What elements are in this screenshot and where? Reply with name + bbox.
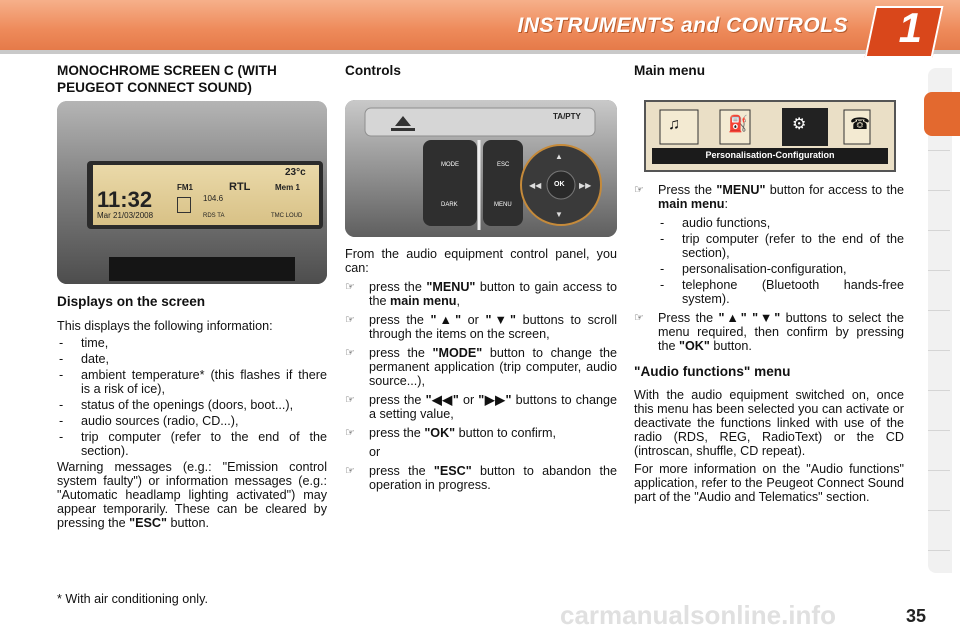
main-menu-text (634, 183, 904, 504)
bullet-text: or (467, 313, 479, 327)
bullet-text: press the (369, 280, 422, 294)
warning-text-end: button. (170, 516, 209, 530)
tab-divider (928, 470, 950, 471)
bullet-text: press the (369, 426, 421, 440)
menu-button[interactable]: MENU (494, 202, 512, 208)
audio-paragraph-1: With the audio equipment switched on, once this menu has been selected you can activate or deactivate the functions linked with use of the radio (RDS, REG, RadioText) or the CD (introscan, shuffle, CD repeat). (634, 388, 904, 458)
list-item: - trip computer (refer to the end of the section). (57, 430, 327, 458)
screen-heading: MONOCHROME SCREEN C (WITH PEUGEOT CONNECT SOUND) (57, 63, 277, 95)
screen-date: Mar 21/03/2008 (97, 211, 154, 220)
list-item: - audio functions, (658, 216, 904, 230)
key-label: "ESC" (433, 464, 472, 478)
list-item: - time, (57, 336, 327, 350)
pointing-hand-icon: ☞ (634, 184, 644, 196)
screen-band: FM1 (177, 183, 193, 192)
screen-rds: RDS TA (203, 213, 225, 219)
bullet-text: press the (369, 464, 426, 478)
tab-divider (928, 270, 950, 271)
ok-button[interactable]: OK (554, 181, 565, 188)
tab-divider (928, 230, 950, 231)
esc-button[interactable]: ESC (497, 162, 510, 168)
tab-divider (928, 550, 950, 551)
list-item (345, 280, 617, 308)
key-label: "OK" (679, 339, 710, 353)
mode-button[interactable]: MODE (441, 162, 459, 168)
controls-text (345, 247, 617, 497)
display-photo (57, 101, 327, 284)
trip-computer-icon: ⛽ (728, 116, 748, 133)
list-item (345, 464, 617, 492)
key-label: "▼" (752, 311, 781, 325)
key-label: main menu (658, 197, 725, 211)
bullet-text: Press the (658, 311, 714, 325)
pointing-hand-icon: ☞ (345, 314, 355, 326)
list-item: - personalisation-configuration, (658, 262, 904, 276)
audio-icon: ♫ (668, 116, 680, 133)
bullet-text: button to gain access to the (369, 280, 618, 308)
control-panel-photo (345, 100, 617, 237)
audio-functions-heading: "Audio functions" menu (634, 364, 791, 379)
bullet-text: button to confirm, (458, 426, 556, 440)
list-item: - trip computer (refer to the end of the section), (658, 232, 904, 260)
footnote: * With air conditioning only. (57, 592, 208, 606)
list-item (634, 183, 904, 211)
screen-frequency: 104.6 (203, 194, 224, 203)
dark-button[interactable]: DARK (441, 202, 458, 208)
or-text: or (369, 445, 381, 459)
active-chapter-tab[interactable] (924, 92, 960, 136)
pointing-hand-icon: ☞ (345, 427, 355, 439)
list-item: - audio sources (radio, CD...), (57, 414, 327, 428)
list-item: - telephone (Bluetooth hands-free system). (658, 278, 904, 306)
key-label: "OK" (424, 426, 456, 440)
bullet-text: button. (713, 339, 752, 353)
list-item (345, 346, 617, 388)
key-label: "▶▶" (478, 393, 512, 407)
audio-paragraph-2: For more information on the "Audio functions" application, refer to the Peugeot Connect Sound part of the "Audio and Telematics" section. (634, 462, 904, 504)
bullet-text: buttons to select the menu required, then confirm by pressing the (658, 311, 905, 353)
screen-temperature: 23°c (285, 167, 306, 178)
key-label: "▼" (485, 313, 517, 327)
header-stripe (0, 50, 960, 54)
pointing-hand-icon: ☞ (345, 347, 355, 359)
pointing-hand-icon: ☞ (345, 465, 355, 477)
tab-divider (928, 510, 950, 511)
key-label: "▲" (430, 313, 462, 327)
screen-memory: Mem 1 (275, 183, 300, 192)
pointing-hand-icon: ☞ (634, 312, 644, 324)
bullet-text: button to abandon the operation in progress. (369, 464, 617, 492)
tab-divider (928, 350, 950, 351)
key-label: main menu (390, 294, 457, 308)
left-text (57, 293, 327, 530)
bullet-text: press the (369, 346, 425, 360)
list-item: - status of the openings (doors, boot...), (57, 398, 327, 412)
down-arrow-icon[interactable]: ▼ (555, 210, 563, 219)
warning-text: Warning messages (e.g.: "Emission control system faulty") or information messages (e.g.: "Automatic headlamp lighting activated") may appear temporarily. These can be cleared by pressing the (57, 460, 327, 530)
menu-screen-label: Personalisation-Configuration (705, 150, 835, 160)
displays-list (57, 336, 327, 458)
list-item: - date, (57, 352, 327, 366)
main-menu-heading: Main menu (634, 63, 705, 78)
tab-divider (928, 390, 950, 391)
controls-heading: Controls (345, 63, 401, 78)
esc-key-label: "ESC" (129, 516, 167, 530)
telephone-icon: ☎ (850, 116, 870, 133)
chapter-number: 1 (898, 4, 922, 51)
key-label: "▲" (718, 311, 747, 325)
list-item (634, 311, 904, 353)
warning-paragraph (57, 460, 327, 530)
list-item (345, 393, 617, 421)
menu-items-list (634, 216, 904, 306)
screen-time: 11:32 (97, 187, 153, 212)
left-column (57, 62, 327, 96)
bullet-text: Press the (658, 183, 713, 197)
key-label: "MENU" (716, 183, 766, 197)
bullet-text: , (456, 294, 460, 308)
bullet-text: press the (369, 313, 424, 327)
bullet-text: button for access to the (769, 183, 905, 197)
bullet-text: press the (369, 393, 422, 407)
main-menu-heading-wrap (634, 62, 904, 79)
section-title: INSTRUMENTS and CONTROLS (517, 14, 848, 37)
up-arrow-icon[interactable]: ▲ (555, 152, 563, 161)
key-label: "◀◀" (425, 393, 459, 407)
main-menu-screen (644, 100, 896, 172)
screen-station: RTL (229, 181, 251, 193)
tab-divider (928, 430, 950, 431)
bullet-text: buttons to change a setting value, (369, 393, 618, 421)
bullet-text: or (462, 393, 475, 407)
page-number: 35 (905, 606, 926, 626)
key-label: "MODE" (432, 346, 483, 360)
tab-divider (928, 150, 950, 151)
chapter-tabs (928, 68, 952, 573)
ta-pty-button[interactable]: TA/PTY (553, 112, 581, 121)
rewind-icon[interactable]: ◀◀ (529, 181, 542, 190)
displays-heading: Displays on the screen (57, 294, 206, 309)
list-item: - ambient temperature* (this flashes if there is a risk of ice), (57, 368, 327, 396)
bullet-text: : (724, 197, 728, 211)
tab-divider (928, 310, 950, 311)
settings-icon: ⚙ (792, 116, 807, 133)
controls-heading-wrap (345, 62, 617, 79)
screen-tmc: TMC LOUD (271, 213, 303, 219)
pointing-hand-icon: ☞ (345, 281, 355, 293)
forward-icon[interactable]: ▶▶ (579, 181, 592, 190)
tab-divider (928, 190, 950, 191)
displays-intro: This displays the following information: (57, 319, 273, 333)
pointing-hand-icon: ☞ (345, 394, 355, 406)
watermark: carmanualsonline.info (560, 600, 836, 630)
list-item (345, 313, 617, 341)
bullet-text: button to change the permanent application (trip computer, audio source...), (369, 346, 618, 388)
bullet-text: buttons to scroll through the items on the screen, (369, 313, 617, 341)
controls-intro: From the audio equipment control panel, you can: (345, 247, 617, 275)
key-label: "MENU" (426, 280, 476, 294)
doors-status-icon (177, 197, 191, 213)
list-item (345, 426, 617, 440)
